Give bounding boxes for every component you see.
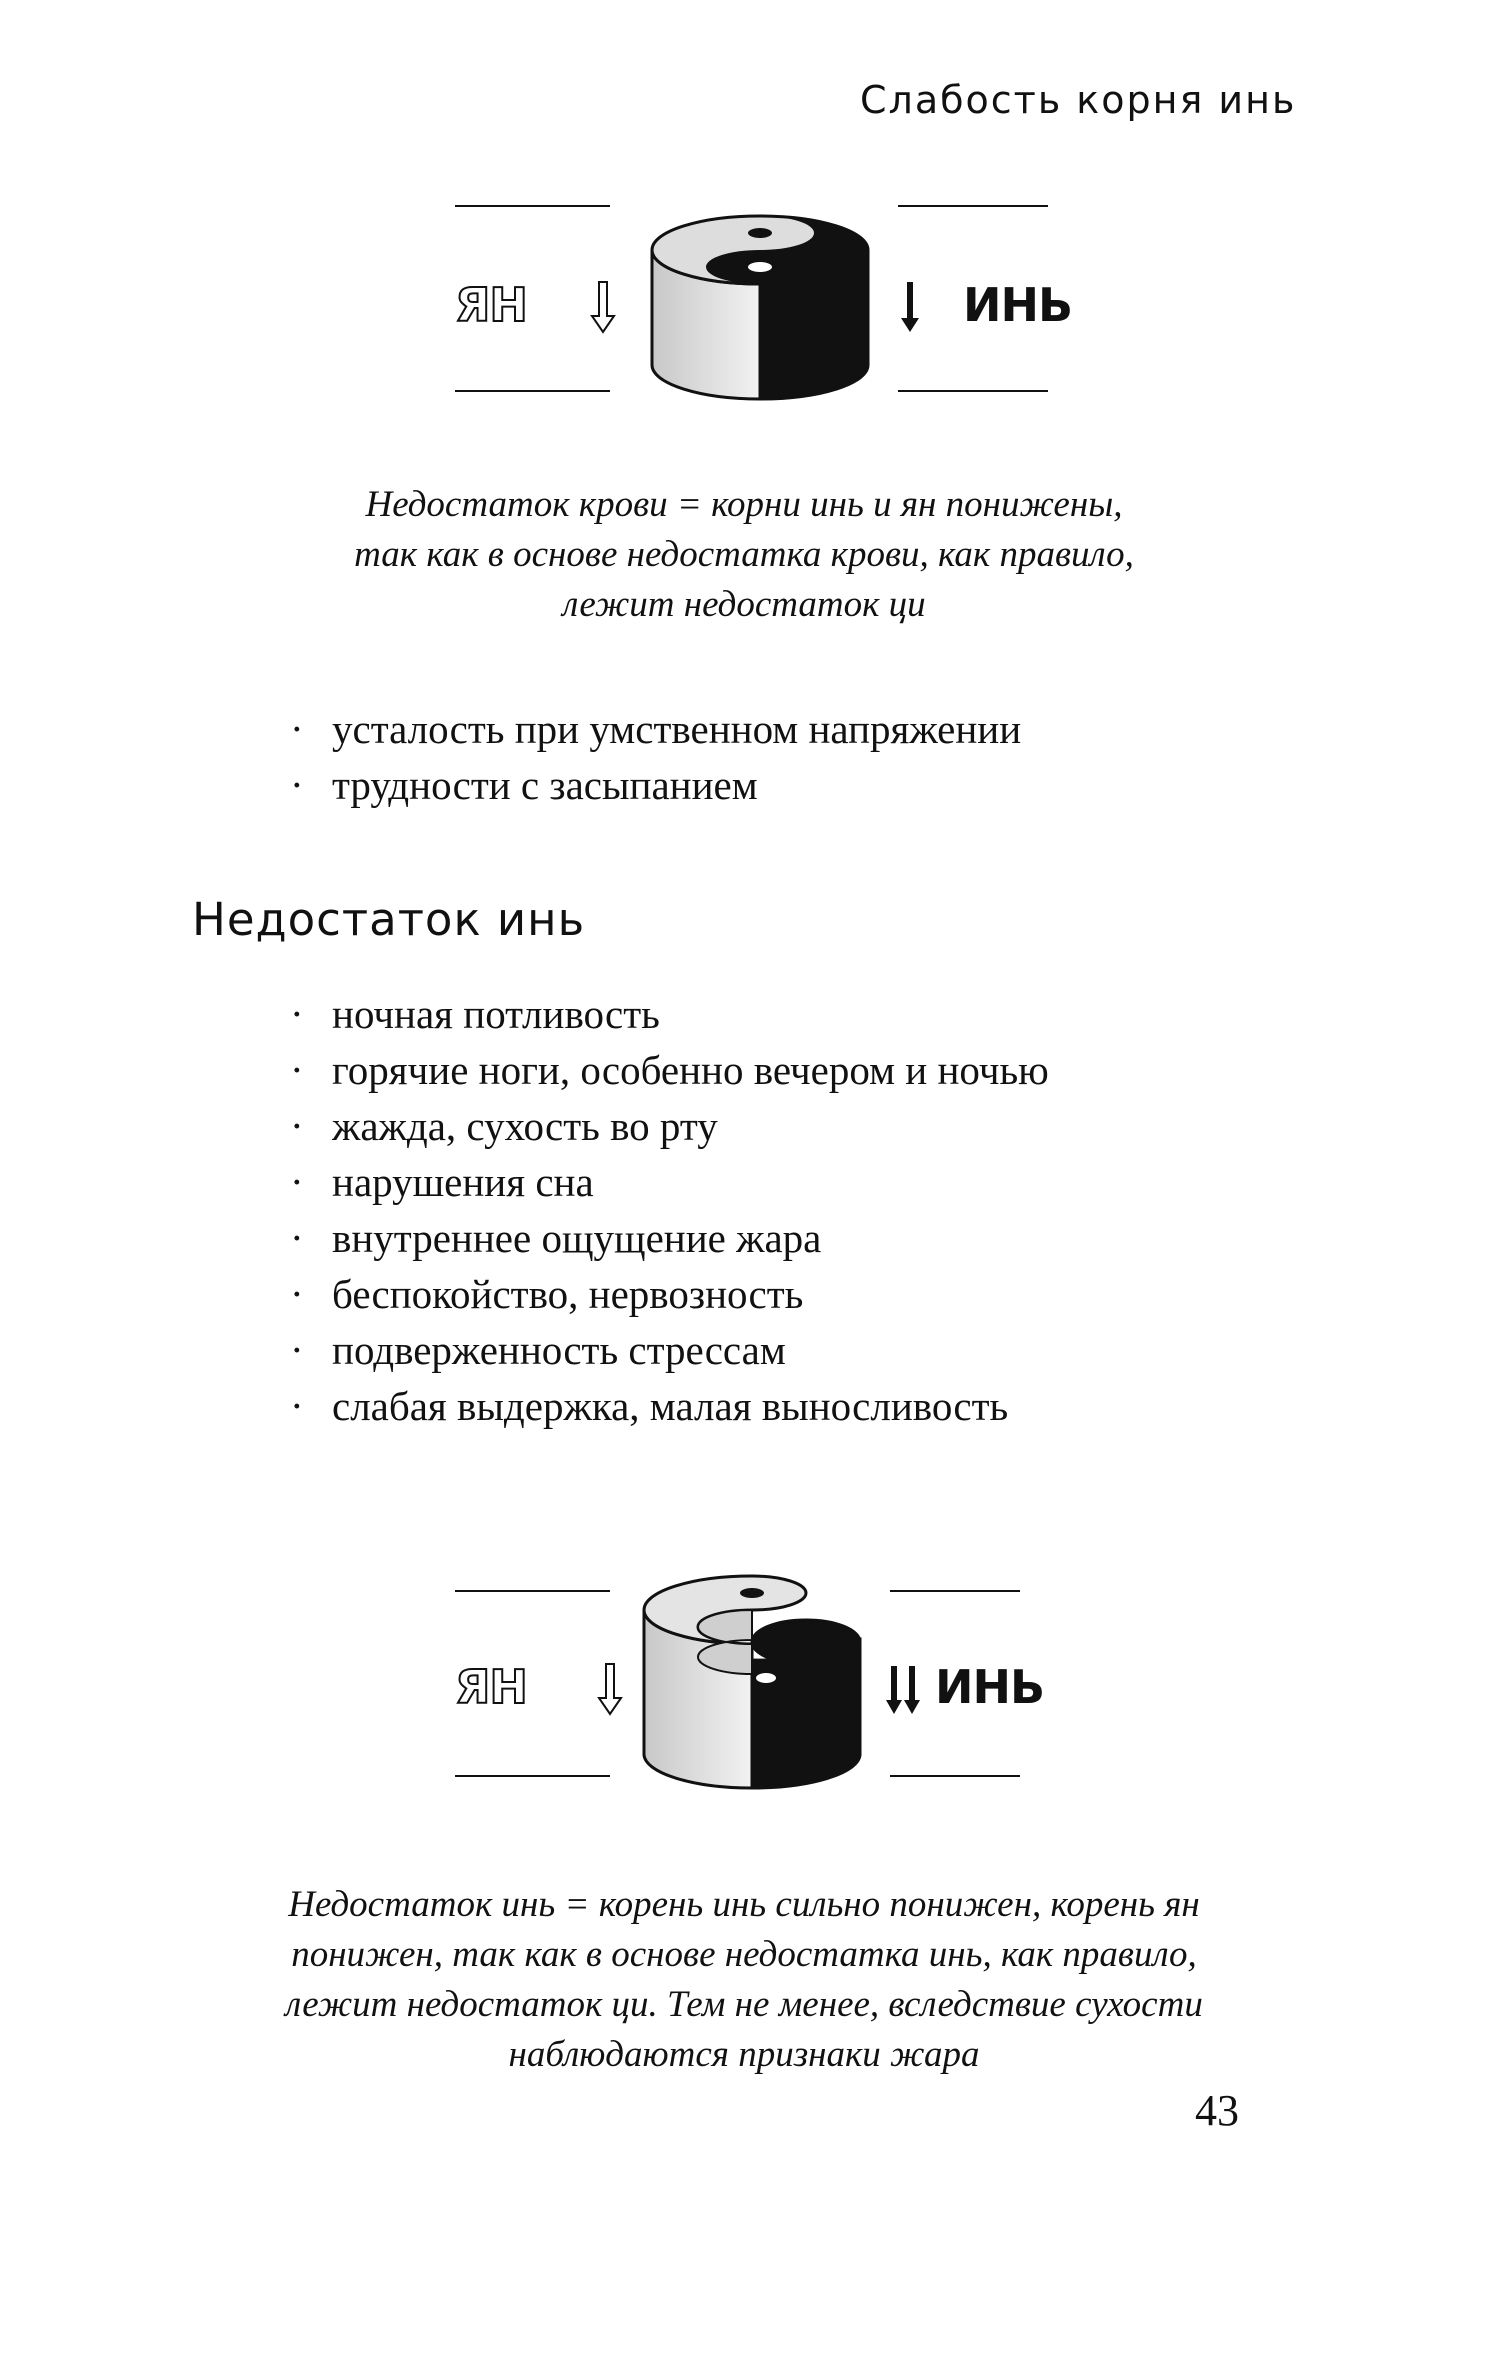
yin-double-down-arrow-icon (884, 1662, 924, 1718)
list-item: · горячие ноги, особенно вечером и ночью (290, 1047, 1049, 1093)
yang-down-arrow-icon (595, 1662, 625, 1718)
list-item: · ночная потливость (290, 991, 660, 1037)
list-item: · жажда, сухость во рту (290, 1103, 718, 1149)
list-item-text: беспокойство, нервозность (332, 1271, 804, 1317)
caption-line: наблюдаются признаки жара (508, 2034, 980, 2075)
caption-line: Недостаток крови = корни инь и ян понижены, (365, 484, 1123, 525)
list-item-text: нарушения сна (332, 1159, 594, 1205)
yang-label: ЯН (455, 278, 527, 332)
list-item: · слабая выдержка, малая выносливость (290, 1383, 1009, 1429)
list-item: · трудности с засыпанием (290, 762, 758, 808)
list-item: · подверженность стрессам (290, 1327, 786, 1373)
list-item-text: горячие ноги, особенно вечером и ночью (332, 1047, 1049, 1093)
caption-line: так как в основе недостатка крови, как правило, (354, 534, 1134, 575)
right-top-rule (890, 1590, 1020, 1592)
yin-yang-cylinder-deficient-icon (632, 1550, 872, 1810)
running-head: Слабость корня инь (860, 78, 1297, 122)
list-item-text: слабая выдержка, малая выносливость (332, 1383, 1009, 1429)
caption-line: Недостаток инь = корень инь сильно понижен, корень ян (288, 1884, 1200, 1925)
list-item-text: внутреннее ощущение жара (332, 1215, 822, 1261)
caption-line: понижен, так как в основе недостатка инь, как правило, (291, 1934, 1197, 1975)
list-item-text: усталость при умственном напряжении (332, 706, 1022, 752)
list-item-text: трудности с засыпанием (332, 762, 758, 808)
yin-label: ИНЬ (935, 1660, 1045, 1714)
list-item-text: жажда, сухость во рту (332, 1103, 718, 1149)
figure2-caption (0, 1880, 1488, 2080)
yang-label: ЯН (455, 1660, 527, 1714)
list-item: · беспокойство, нервозность (290, 1271, 804, 1317)
caption-line: лежит недостаток ци (562, 584, 926, 625)
caption-line: лежит недостаток ци. Тем не менее, вследствие сухости (285, 1984, 1203, 2025)
page-number: 43 (1195, 2086, 1239, 2135)
left-top-rule (455, 1590, 610, 1592)
right-bottom-rule (890, 1775, 1020, 1777)
list-item-text: ночная потливость (332, 991, 660, 1037)
list-item-text: подверженность стрессам (332, 1327, 786, 1373)
yin-label: ИНЬ (963, 278, 1073, 332)
left-bottom-rule (455, 1775, 610, 1777)
list-item: · внутреннее ощущение жара (290, 1215, 822, 1261)
section-title: Недостаток инь (192, 893, 586, 946)
list-item: · усталость при умственном напряжении (290, 706, 1022, 752)
list-item: · нарушения сна (290, 1159, 594, 1205)
